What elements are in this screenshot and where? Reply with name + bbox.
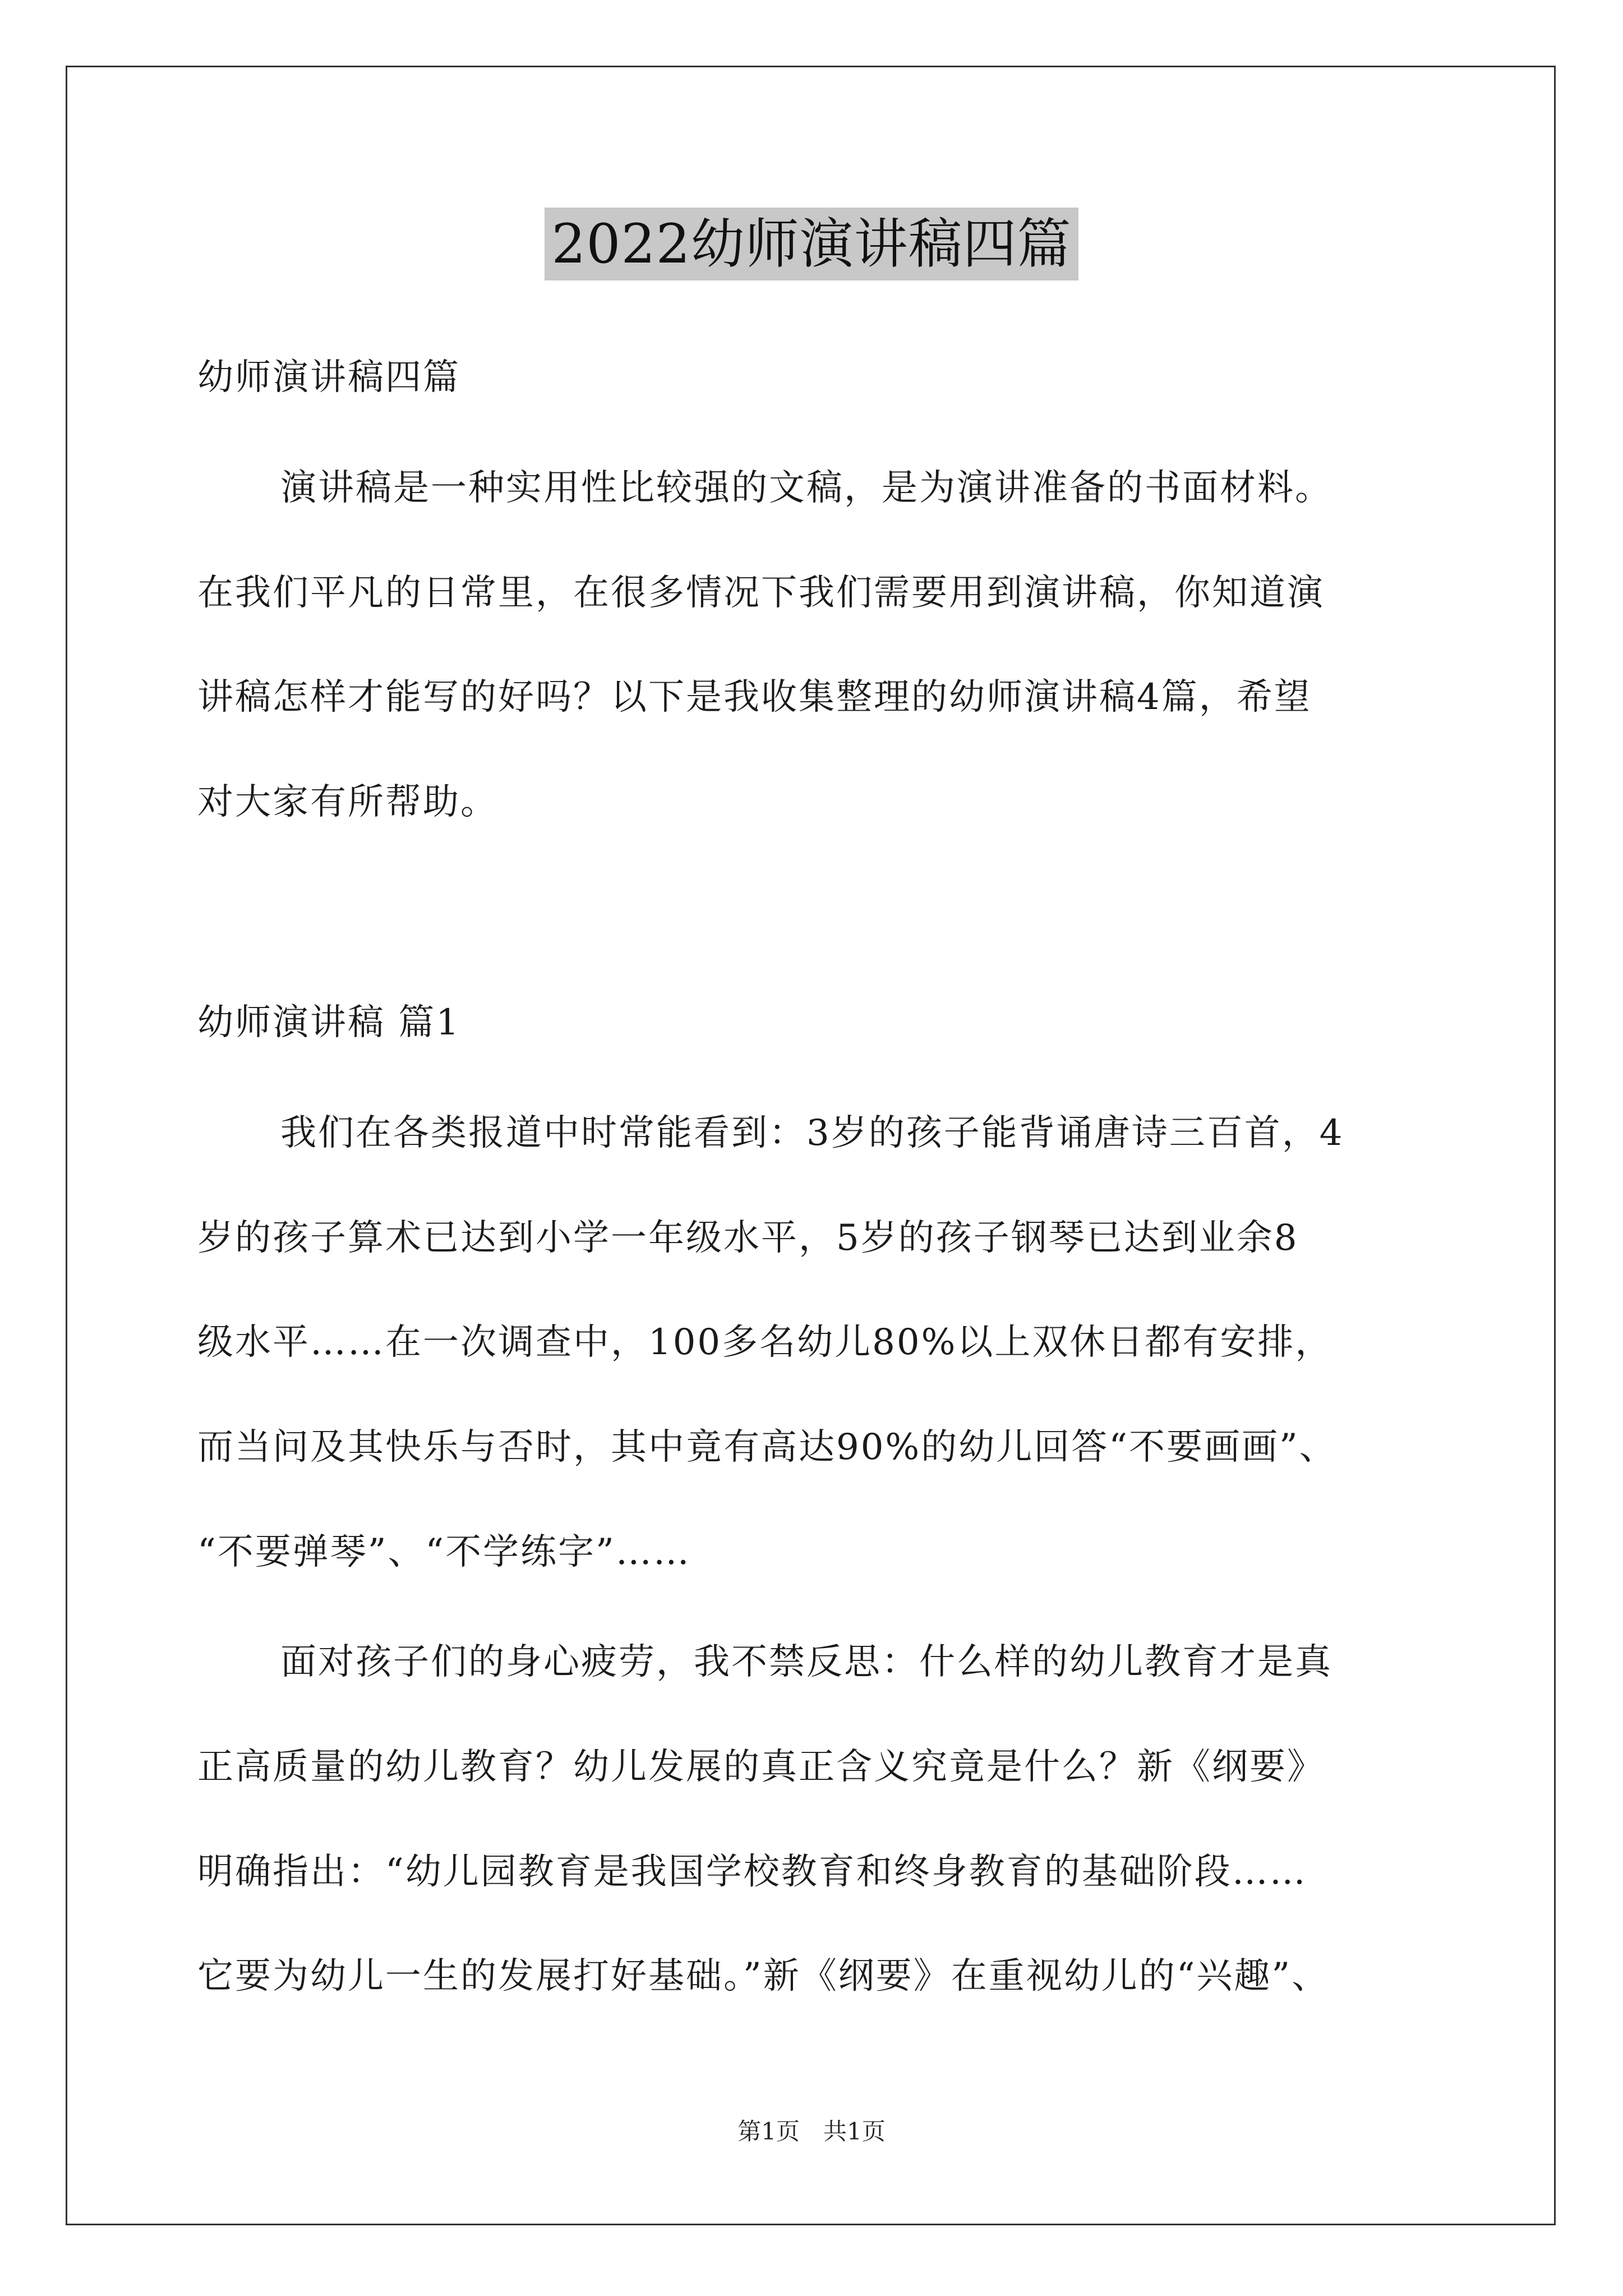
document-subtitle: 幼师演讲稿四篇 [197,357,460,398]
paragraph-line: “不要弹琴”、“不学练字”…… [197,1531,691,1573]
intro-line: 对大家有所帮助。 [197,781,498,823]
paragraph-line: 级水平……在一次调查中，100多名幼儿80%以上双休日都有安排， [197,1322,1333,1363]
paragraph-line: 正高质量的幼儿教育？幼儿发展的真正含义究竟是什么？新《纲要》 [197,1746,1325,1788]
paragraph-line: 而当问及其快乐与否时，其中竟有高达90%的幼儿回答“不要画画”、 [197,1427,1337,1468]
paragraph-line: 它要为幼儿一生的发展打好基础。”新《纲要》在重视幼儿的“兴趣”、 [197,1955,1330,1997]
paragraph-line: 明确指出：“幼儿园教育是我国学校教育和终身教育的基础阶段…… [197,1851,1307,1893]
paragraph-line: 岁的孩子算术已达到小学一年级水平，5岁的孩子钢琴已达到业余8 [197,1217,1299,1259]
section-heading: 幼师演讲稿 篇1 [197,1002,461,1043]
intro-line: 在我们平凡的日常里，在很多情况下我们需要用到演讲稿，你知道演 [197,572,1325,614]
intro-line: 讲稿怎样才能写的好吗？以下是我收集整理的幼师演讲稿4篇，希望 [197,677,1312,718]
document-title: 2022幼师演讲稿四篇 [545,208,1078,280]
paragraph-line: 我们在各类报道中时常能看到：3岁的孩子能背诵唐诗三百首，4 [280,1112,1344,1154]
intro-line: 演讲稿是一种实用性比较强的文稿，是为演讲准备的书面材料。 [280,467,1332,509]
page-footer: 第1页 共1页 [737,2118,886,2145]
paragraph-line: 面对孩子们的身心疲劳，我不禁反思：什么样的幼儿教育才是真 [280,1641,1332,1683]
title-container [0,208,1623,280]
